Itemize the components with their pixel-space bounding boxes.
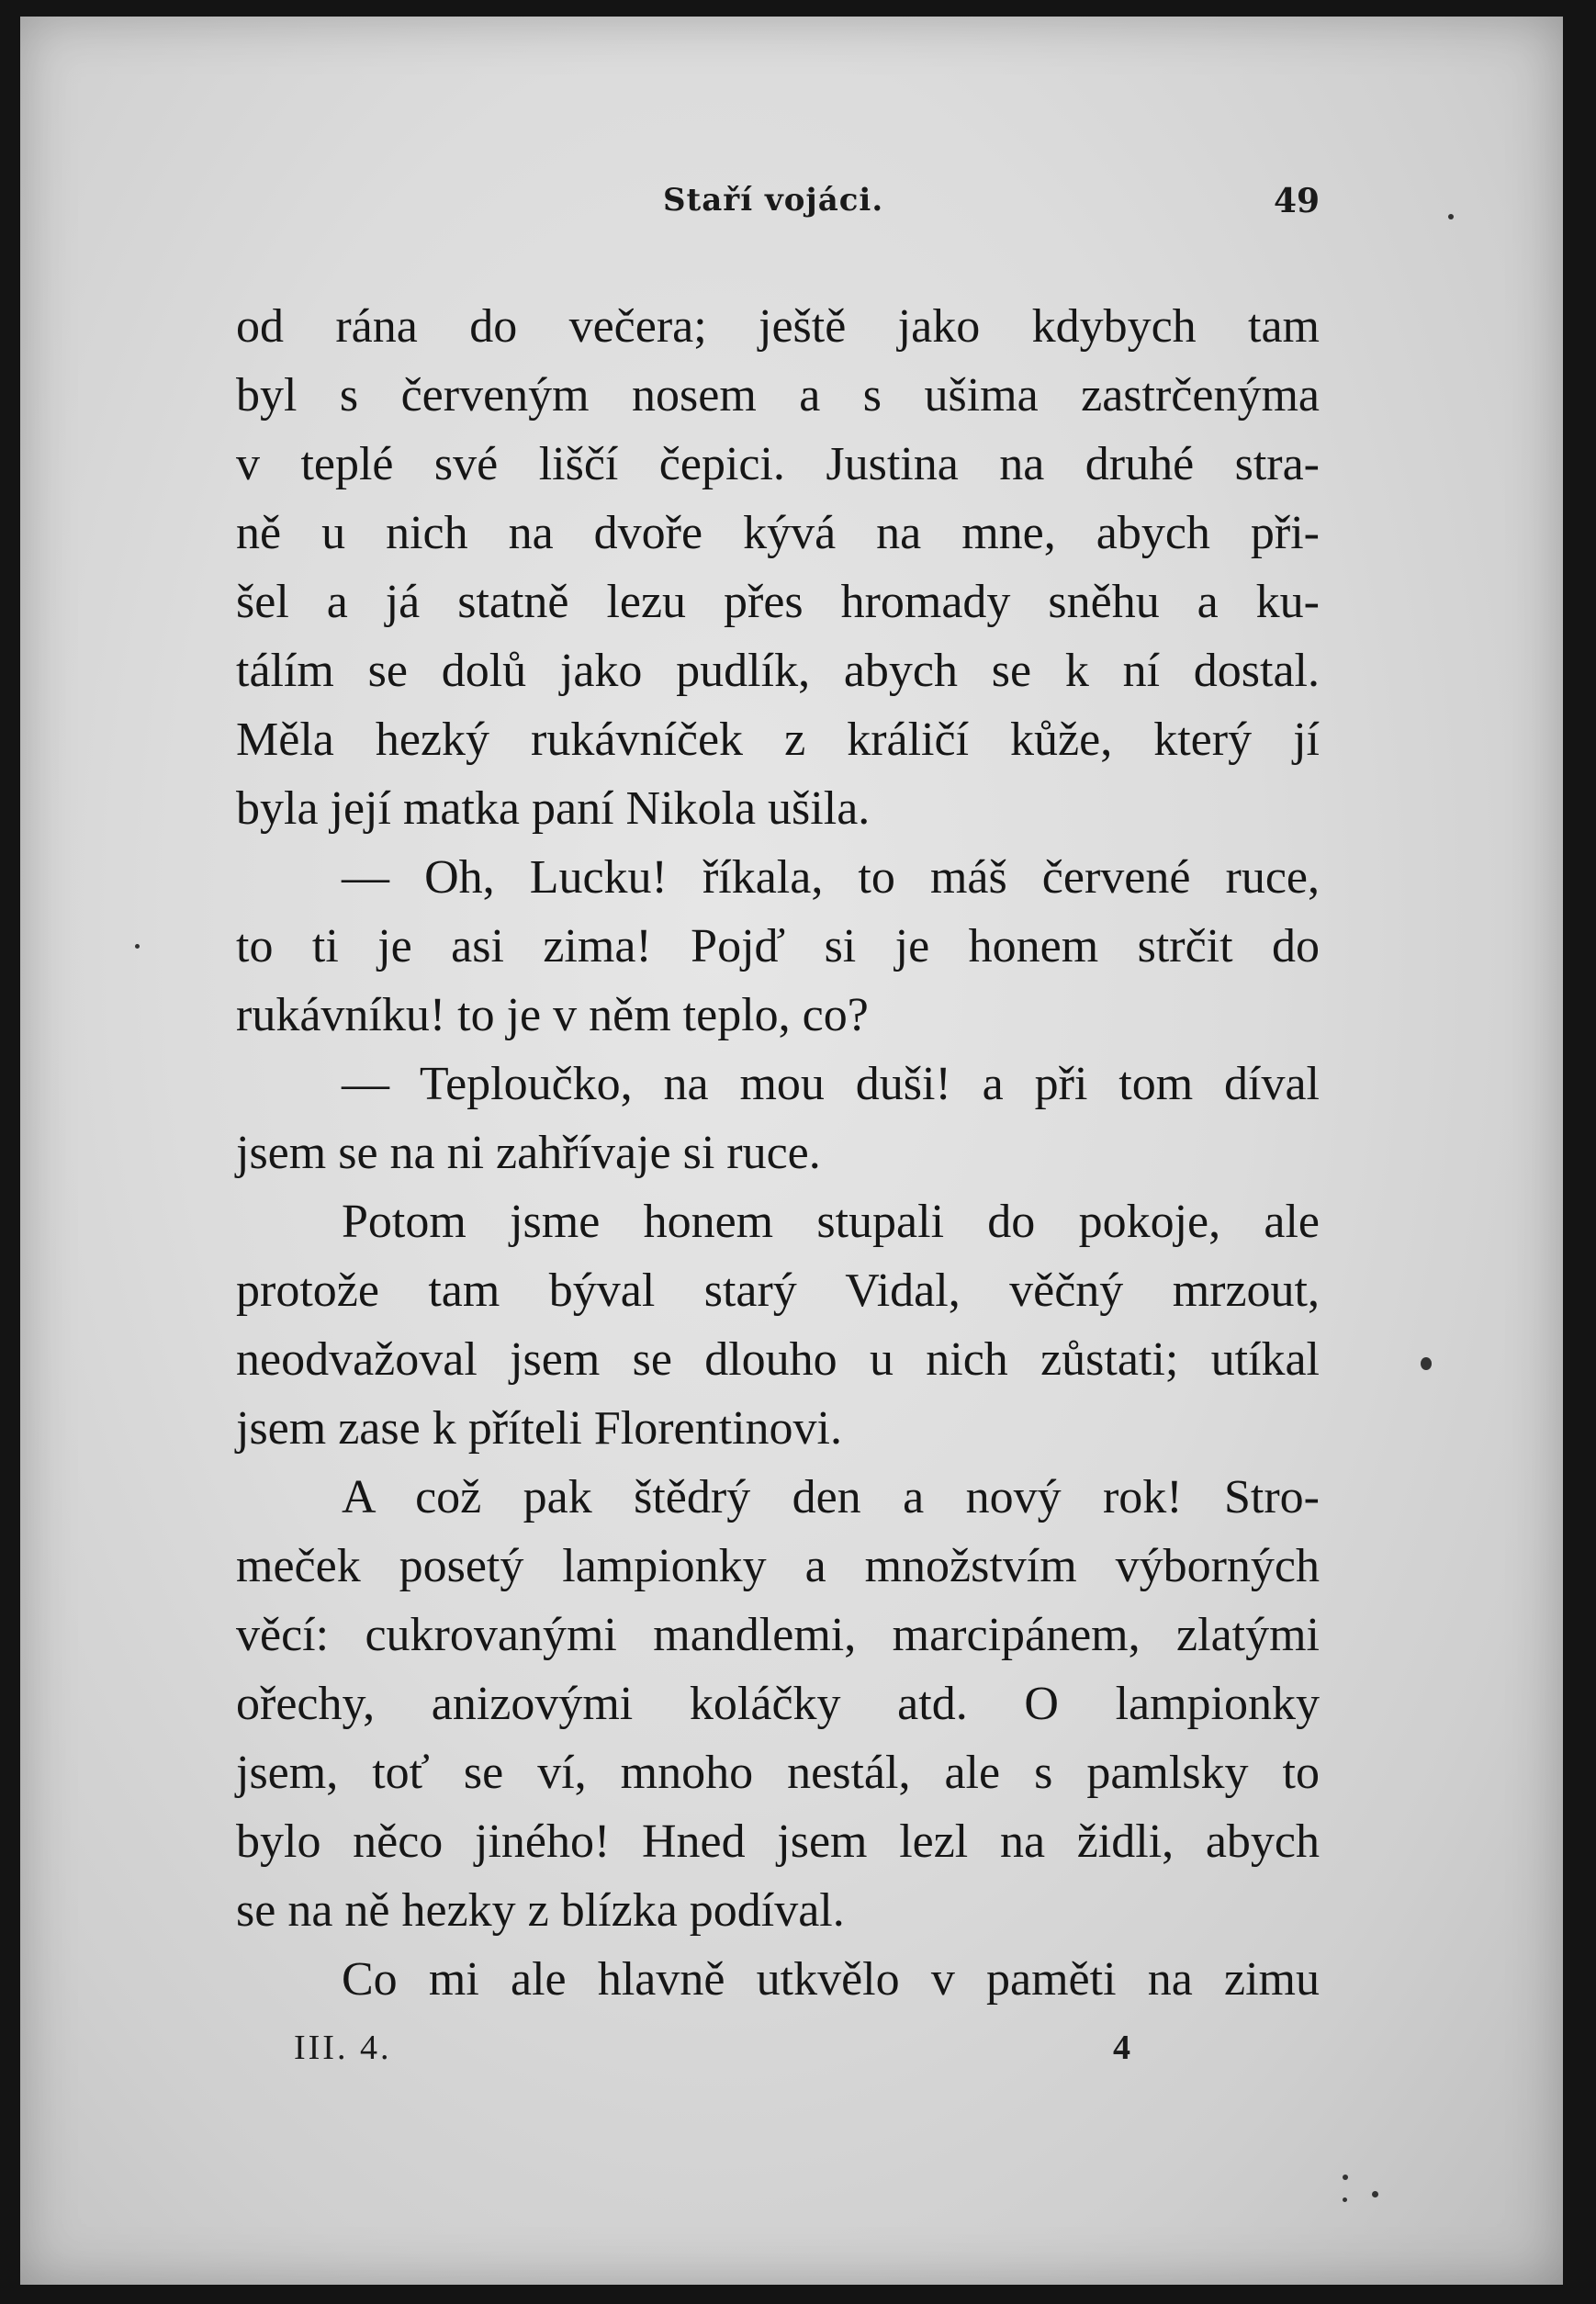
- text-line: Měla hezký rukávníček z králičí kůže, který jí: [236, 714, 1320, 766]
- text-line: od rána do večera; ještě jako kdybych tam: [236, 300, 1320, 353]
- text-line: Potom jsme honem stupali do pokoje, ale: [342, 1196, 1320, 1248]
- text-line: v teplé své liščí čepici. Justina na druhé stra-: [236, 438, 1320, 490]
- text-line: A což pak štědrý den a nový rok! Stro-: [342, 1471, 1320, 1523]
- text-line: to ti je asi zima! Pojď si je honem strčit do: [236, 920, 1320, 972]
- text-line: meček posetý lampionky a množstvím výborných: [236, 1540, 1320, 1592]
- text-line: neodvažoval jsem se dlouho u nich zůstati; utíkal: [236, 1333, 1320, 1386]
- text-line: bylo něco jiného! Hned jsem lezl na židli, abych: [236, 1815, 1320, 1868]
- text-line: jsem zase k příteli Florentinovi.: [236, 1402, 842, 1455]
- ink-speck: [1448, 214, 1454, 219]
- page-number: 49: [1274, 182, 1321, 220]
- ink-speck: [1343, 2197, 1347, 2202]
- text-line: jsem se na ni zahřívaje si ruce.: [236, 1127, 821, 1179]
- text-line: byl s červeným nosem a s ušima zastrčenýma: [236, 369, 1320, 421]
- text-line: protože tam býval starý Vidal, věčný mrzout,: [236, 1264, 1320, 1317]
- text-line: jsem, toť se ví, mnoho nestál, ale s pamlsky to: [236, 1747, 1320, 1799]
- text-line: se na ně hezky z blízka podíval.: [236, 1884, 845, 1937]
- text-line: tálím se dolů jako pudlík, abych se k ní dostal.: [236, 645, 1320, 697]
- ink-speck: [1343, 2175, 1348, 2180]
- book-page: [20, 17, 1563, 2285]
- running-title: Staří vojáci.: [663, 182, 884, 219]
- text-line: věcí: cukrovanými mandlemi, marcipánem, zlatými: [236, 1609, 1320, 1661]
- sheet-number: 4: [1113, 2029, 1130, 2067]
- ink-speck: [1421, 1357, 1432, 1370]
- text-line: ořechy, anizovými koláčky atd. O lampionky: [236, 1678, 1320, 1730]
- text-line: šel a já statně lezu přes hromady sněhu a ku-: [236, 576, 1320, 628]
- ink-speck: [135, 944, 140, 949]
- text-line: ně u nich na dvoře kývá na mne, abych při-: [236, 507, 1320, 559]
- text-line: rukávníku! to je v něm teplo, co?: [236, 989, 869, 1041]
- text-line: — Teploučko, na mou duši! a při tom díval: [342, 1058, 1320, 1110]
- text-line: Co mi ale hlavně utkvělo v paměti na zimu: [342, 1953, 1320, 2006]
- ink-speck: [1372, 2191, 1378, 2197]
- body-text: [236, 292, 1320, 2014]
- signature-mark: III. 4.: [294, 2029, 392, 2067]
- text-line: byla její matka paní Nikola ušila.: [236, 782, 871, 835]
- text-line: — Oh, Lucku! říkala, to máš červené ruce,: [342, 851, 1320, 904]
